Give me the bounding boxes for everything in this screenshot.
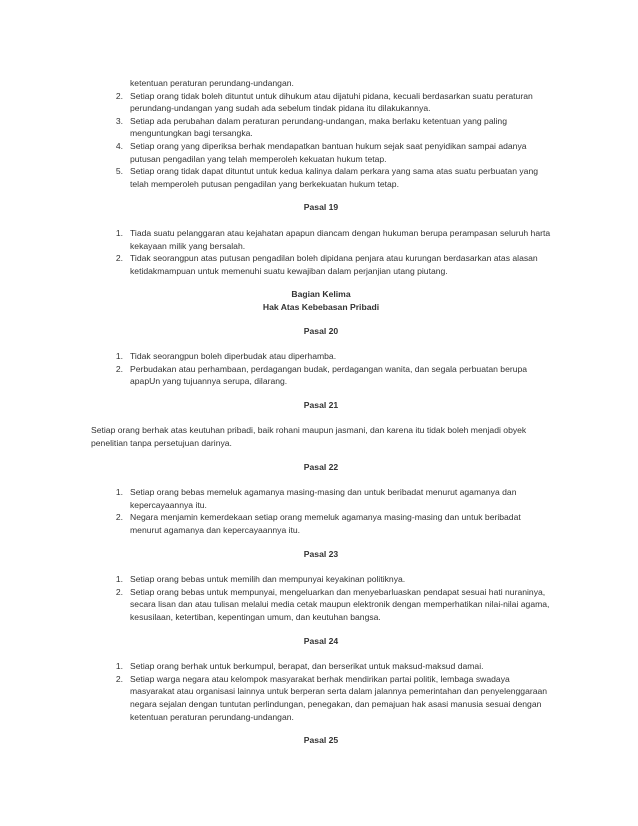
pasal-21-text: Setiap orang berhak atas keutuhan pribadi, baik rohani maupun jasmani, dan karena itu tidak boleh menjadi obyek penelitian tanpa persetujuan darinya. xyxy=(91,425,527,449)
list-item xyxy=(91,573,551,586)
list-item xyxy=(91,140,551,165)
item-text: Tidak seorangpun atas putusan pengadilan boleh dipidana penjara atau kurungan berdasarkan atas alasan ketidakmampuan untuk memenuhi suatu kewajiban dalam perjanjian utang piutang. xyxy=(130,253,538,276)
item-text: Setiap orang tidak boleh dituntut untuk dihukum atau dijatuhi pidana, kecuali berdasarkan suatu peraturan perundang-undangan yang sudah ada sebelum tindak pidana itu dilakukannya. xyxy=(130,90,533,114)
list-item xyxy=(91,673,551,723)
item-text: Negara menjamin kemerdekaan setiap orang memeluk agamanya masing-masing dan untuk beribadat menurut agamanya dan kepercayaannya itu. xyxy=(130,512,521,536)
list-item xyxy=(91,165,551,190)
item-text: Setiap orang bebas untuk memilih dan mempunyai keyakinan politiknya. xyxy=(130,574,406,585)
pasal-24-list xyxy=(91,660,551,723)
item-text: Setiap orang berhak untuk berkumpul, berapat, dan berserikat untuk maksud-maksud damai. xyxy=(130,661,484,672)
list-item xyxy=(91,115,551,140)
item-number: 1. xyxy=(115,351,123,362)
list-item xyxy=(91,227,551,252)
item-number: 2. xyxy=(115,253,123,264)
item-text: Tiada suatu pelanggaran atau kejahatan apapun diancam dengan hukuman berupa perampasan seluruh harta kekayaan milik yang bersalah. xyxy=(130,227,551,251)
list-item xyxy=(91,90,551,115)
item-text: Tidak seorangpun boleh diperbudak atau diperhamba. xyxy=(130,351,337,362)
list-item xyxy=(91,586,551,624)
list-item xyxy=(91,350,551,363)
item-number: 2. xyxy=(115,90,123,101)
item-number: 3. xyxy=(115,115,123,126)
pasal-20-title: Pasal 20 xyxy=(303,325,339,336)
item-text: Setiap orang yang diperiksa berhak mendapatkan bantuan hukum sejak saat penyidikan sampai adanya putusan pengadilan yang telah memperoleh kekuatan hukum tetap. xyxy=(130,140,527,164)
pasal-20-list xyxy=(91,350,551,388)
item-number: 2. xyxy=(115,363,123,374)
pasal-22-list xyxy=(91,486,551,536)
item-text: Setiap warga negara atau kelompok masyarakat berhak mendirikan partai politik, lembaga swadaya masyarakat atau organisasi lainnya untuk berperan serta dalam jalannya pemerintahan dan penyelenggaraan negara sejalan dengan tuntutan perlindungan, penegakan, dan pemajuan hak asasi manusia sesuai dengan ketentuan peraturan perundang-undangan. xyxy=(130,673,548,722)
item-number: 2. xyxy=(115,512,123,523)
continuation-text: ketentuan peraturan perundang-undangan. xyxy=(130,78,294,88)
item-number: 2. xyxy=(115,586,123,597)
item-number: 5. xyxy=(115,166,123,177)
pasal-21-title: Pasal 21 xyxy=(303,399,339,410)
item-number: 1. xyxy=(115,487,123,498)
pasal-23-title: Pasal 23 xyxy=(303,548,339,559)
list-item xyxy=(91,363,551,388)
section-title: Bagian Kelima xyxy=(291,289,351,300)
item-text: Setiap orang bebas untuk mempunyai, mengeluarkan dan menyebarluaskan pendapat sesuai hati nuraninya, secara lisan dan atau tulisan melalui media cetak maupun elektronik dengan memperhatikan nilai-nilai agama, kesusilaan, ketertiban, kepentingan umum, dan keutuhan bangsa. xyxy=(130,586,550,622)
list-item xyxy=(91,511,551,536)
list-item xyxy=(91,660,551,673)
item-text: Setiap orang bebas memeluk agamanya masing-masing dan untuk beribadat menurut agamanya dan kepercayaannya itu. xyxy=(130,487,517,510)
pasal-19-title: Pasal 19 xyxy=(303,202,339,213)
pasal-24-title: Pasal 24 xyxy=(303,635,339,646)
list-item xyxy=(91,252,551,277)
pasal-19-list xyxy=(91,227,551,277)
list-intro xyxy=(91,90,551,191)
pasal-25-title: Pasal 25 xyxy=(303,735,339,746)
item-text: Setiap ada perubahan dalam peraturan perundang-undangan, maka berlaku ketentuan yang paling menguntungkan bagi tersangka. xyxy=(130,115,507,139)
item-number: 4. xyxy=(115,140,123,151)
item-number: 1. xyxy=(115,661,123,672)
item-text: Setiap orang tidak dapat dituntut untuk kedua kalinya dalam perkara yang sama atas suatu perbuatan yang telah memperoleh putusan pengadilan yang berkekuatan hukum tetap. xyxy=(130,166,538,189)
pasal-22-title: Pasal 22 xyxy=(303,461,339,472)
section-subtitle: Hak Atas Kebebasan Pribadi xyxy=(262,301,380,312)
item-number: 1. xyxy=(115,574,123,585)
item-text: Perbudakan atau perhambaan, perdagangan budak, perdagangan wanita, dan segala perbuatan berupa apapUn yang tujuannya serupa, dilarang. xyxy=(130,363,528,387)
list-item xyxy=(91,486,551,511)
document-body xyxy=(91,77,551,747)
pasal-23-list xyxy=(91,573,551,623)
item-number: 2. xyxy=(115,673,123,684)
item-number: 1. xyxy=(115,227,123,238)
